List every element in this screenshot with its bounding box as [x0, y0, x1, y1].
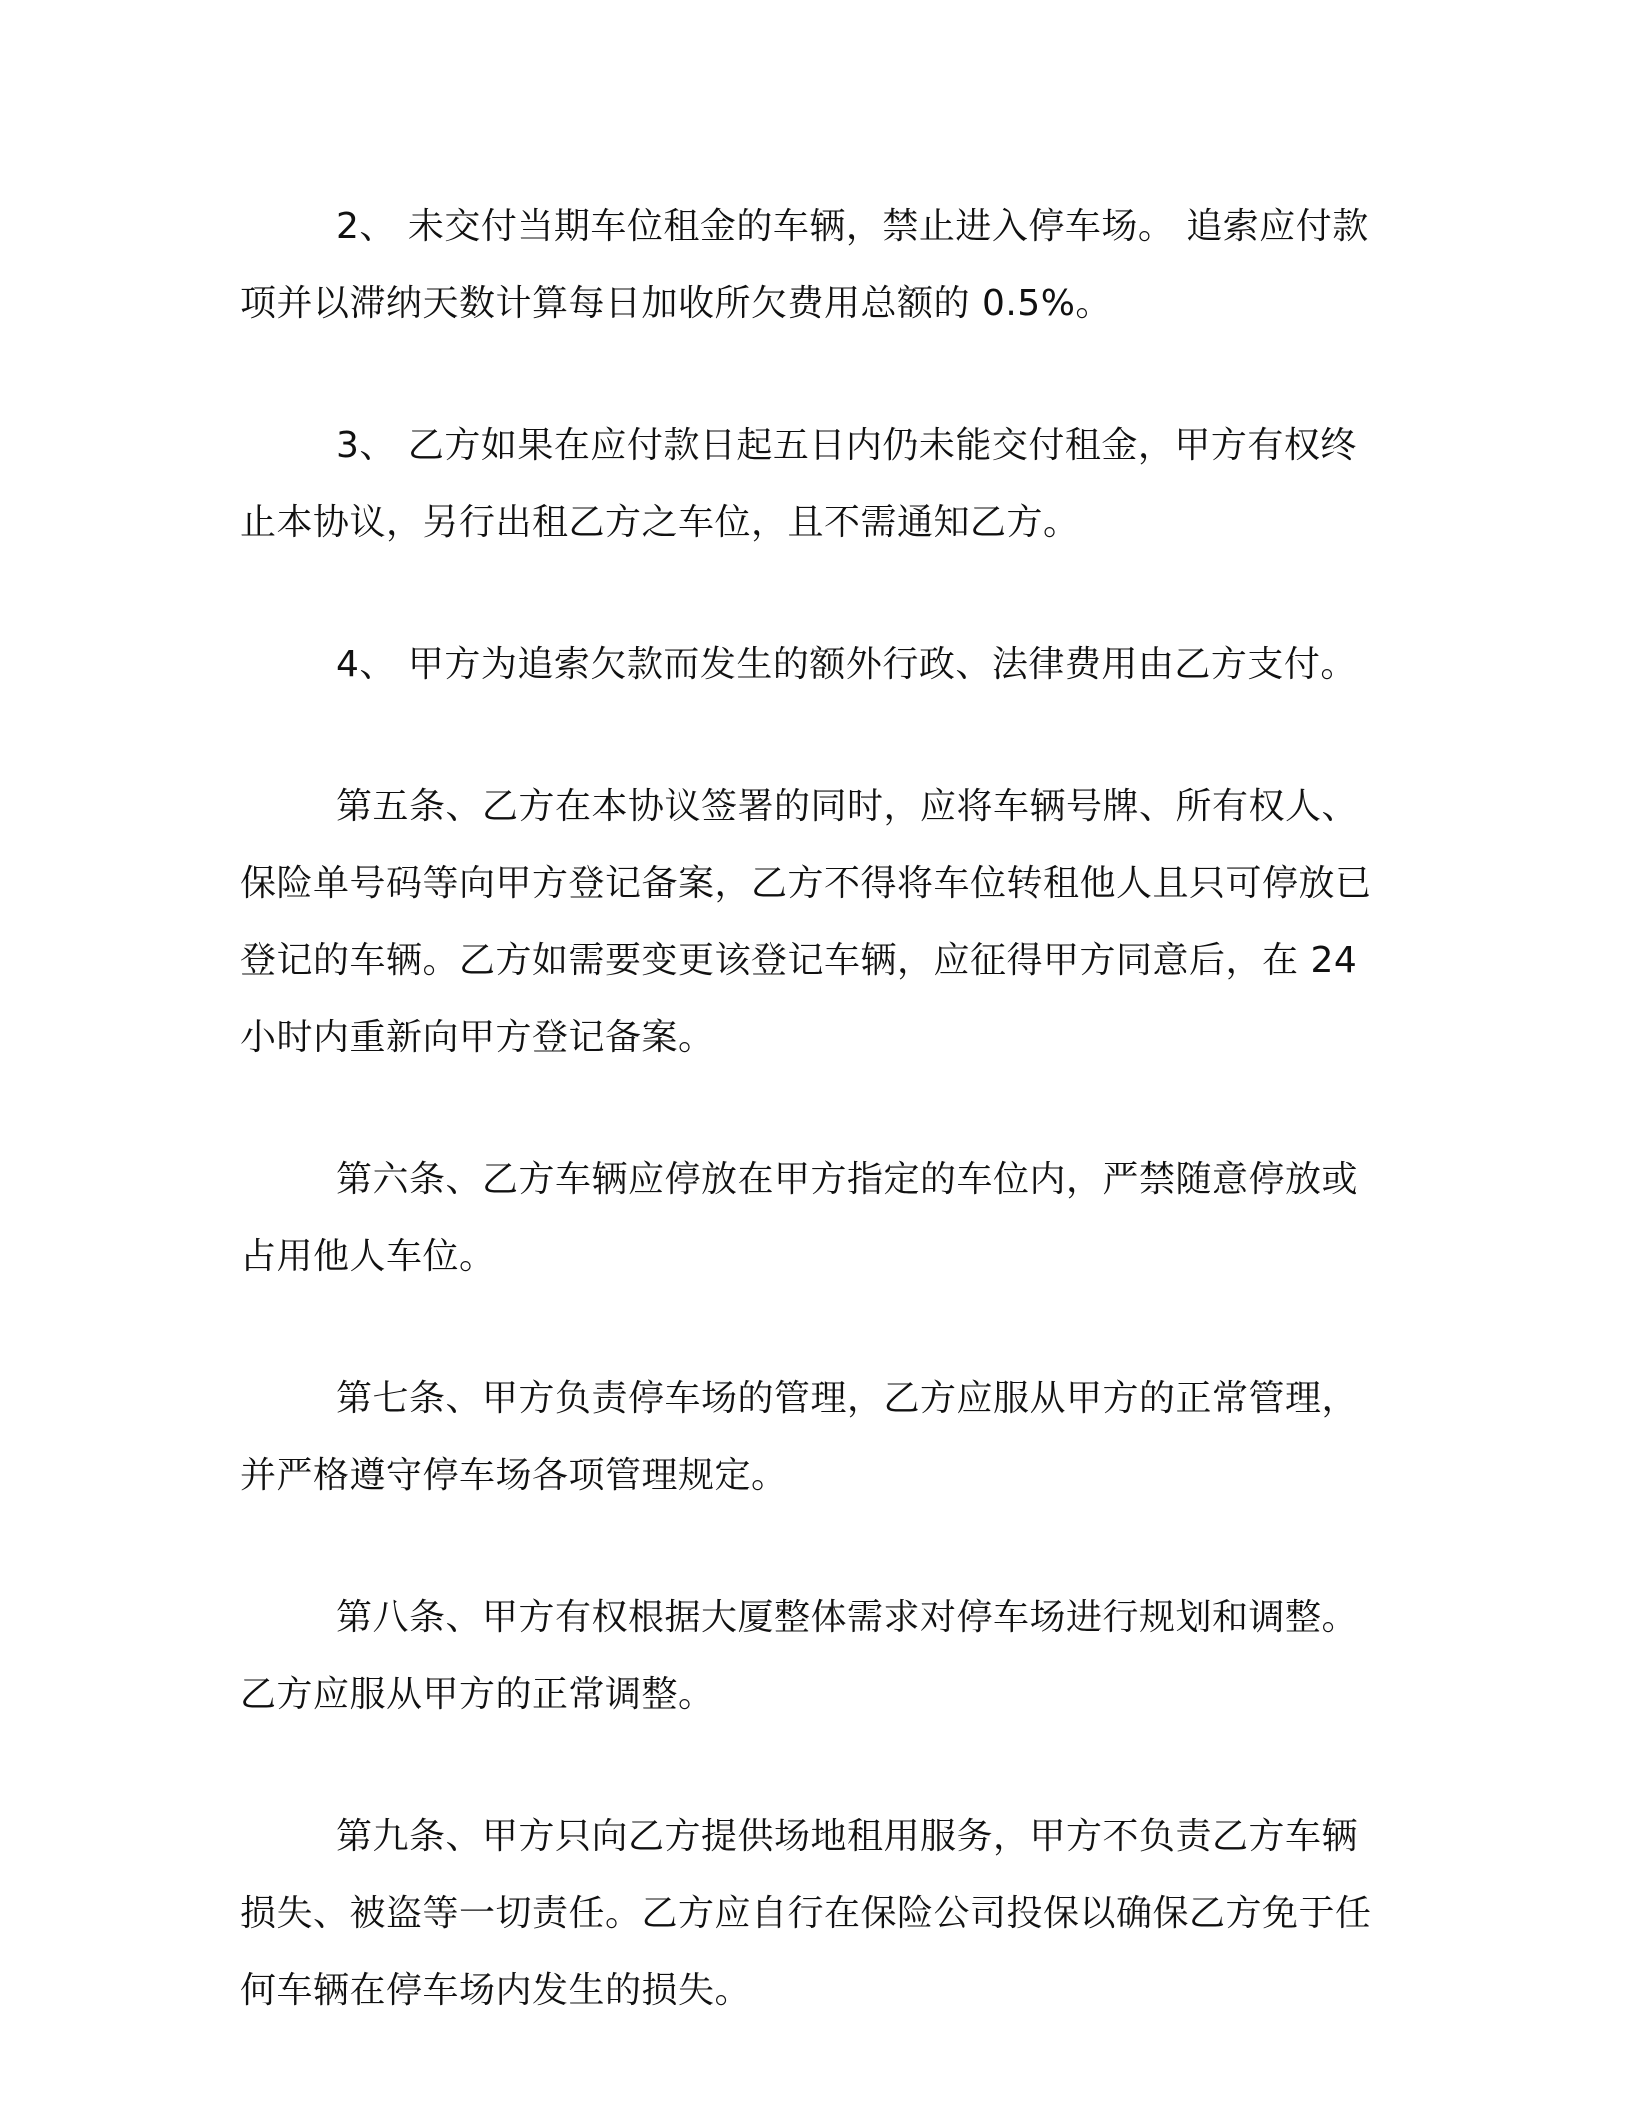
paragraph-article-6: 第六条、乙方车辆应停放在甲方指定的车位内，严禁随意停放或占用他人车位。 — [240, 1159, 1359, 1277]
paragraph-clause-4-item-4: 4、 甲方为追索欠款而发生的额外行政、法律费用由乙方支付。 — [336, 644, 1357, 685]
paragraph-clause-4-item-2: 2、 未交付当期车位租金的车辆，禁止进入停车场。 追索应付款项并以滞纳天数计算每日加收所欠费用总额的 0.5%。 — [240, 206, 1369, 324]
paragraph-article-7: 第七条、甲方负责停车场的管理，乙方应服从甲方的正常管理，并严格遵守停车场各项管理规定。 — [240, 1378, 1359, 1496]
paragraph-article-8: 第八条、甲方有权根据大厦整体需求对停车场进行规划和调整。乙方应服从甲方的正常调整。 — [240, 1597, 1359, 1715]
paragraph-article-5: 第五条、乙方在本协议签署的同时，应将车辆号牌、所有权人、保险单号码等向甲方登记备案，乙方不得将车位转租他人且只可停放已登记的车辆。乙方如需要变更该登记车辆，应征得甲方同意后，在 24 小时内重新向甲方登记备案。 — [240, 786, 1372, 1058]
paragraph-clause-4-item-3: 3、 乙方如果在应付款日起五日内仍未能交付租金，甲方有权终止本协议，另行出租乙方之车位，且不需通知乙方。 — [240, 425, 1357, 543]
paragraph-article-9: 第九条、甲方只向乙方提供场地租用服务，甲方不负责乙方车辆损失、被盗等一切责任。乙方应自行在保险公司投保以确保乙方免于任何车辆在停车场内发生的损失。 — [240, 1816, 1372, 2011]
document-body — [240, 188, 1385, 2094]
